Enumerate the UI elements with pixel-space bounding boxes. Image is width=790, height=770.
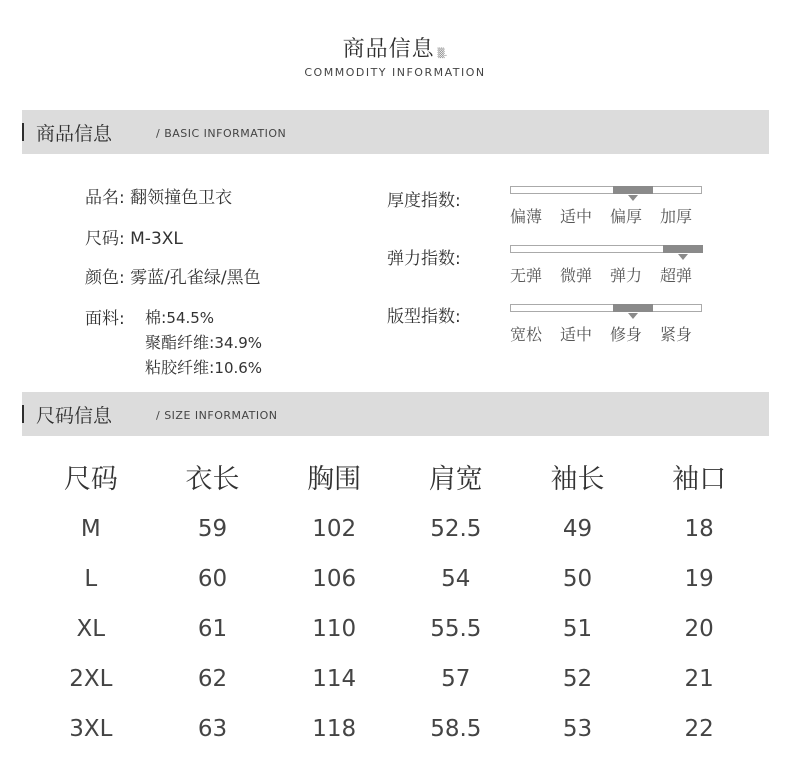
color-key: 颜色: xyxy=(85,268,125,288)
column-header: 肩宽 xyxy=(428,463,483,495)
table-cell: 54 xyxy=(441,566,471,592)
column-header: 袖长 xyxy=(550,463,605,495)
product-name-row xyxy=(85,183,232,208)
table-cell: 59 xyxy=(197,516,228,542)
scale-option: 适中 xyxy=(560,207,593,226)
section-bar xyxy=(22,405,24,423)
table-header-row xyxy=(30,448,760,504)
scale-option: 紧身 xyxy=(660,325,693,344)
table-cell: 114 xyxy=(312,666,357,692)
elasticity-index-label: 弹力指数: xyxy=(387,249,461,269)
table-cell: 106 xyxy=(312,566,357,592)
table-row xyxy=(30,654,760,704)
table-cell: 60 xyxy=(197,566,228,592)
table-cell: 63 xyxy=(197,716,228,742)
table-cell: 62 xyxy=(197,666,228,692)
page-title: 商品信息 ▒. xyxy=(342,37,448,62)
basic-info-title: 商品信息 xyxy=(36,123,113,145)
scale-fill xyxy=(613,186,653,194)
table-cell: M xyxy=(80,516,101,542)
table-cell: 61 xyxy=(197,616,228,642)
table-cell: 22 xyxy=(684,716,714,742)
scale-option: 宽松 xyxy=(510,325,543,344)
scale-option: 修身 xyxy=(610,325,643,344)
column-header: 尺码 xyxy=(63,463,118,495)
thickness-scale xyxy=(510,186,702,194)
fabric-line: 粘胶纤维:10.6% xyxy=(145,358,263,377)
table-row xyxy=(30,554,760,604)
table-cell: 58.5 xyxy=(430,716,482,742)
scale-option: 微弹 xyxy=(560,266,593,285)
table-cell: 53 xyxy=(562,716,593,742)
dots-icon: ▒. xyxy=(437,49,448,59)
fabric-key: 面料: xyxy=(85,309,125,329)
table-cell: 2XL xyxy=(69,666,113,692)
fit-scale xyxy=(510,304,702,312)
size-range-value: M-3XL xyxy=(130,229,183,249)
scale-option: 偏薄 xyxy=(510,207,543,226)
table-row xyxy=(30,604,760,654)
basic-info-header xyxy=(22,110,769,154)
table-cell: 52 xyxy=(562,666,593,692)
table-cell: XL xyxy=(76,616,106,642)
scale-pointer xyxy=(628,195,638,201)
product-name-value: 翻领撞色卫衣 xyxy=(130,188,233,208)
table-cell: 49 xyxy=(562,516,593,542)
thickness-options xyxy=(510,204,710,227)
table-cell: 18 xyxy=(684,516,714,542)
basic-info-en: / BASIC INFORMATION xyxy=(156,127,287,140)
table-cell: 51 xyxy=(562,616,593,642)
scale-option: 偏厚 xyxy=(610,207,643,226)
fabric-line: 聚酯纤维:34.9% xyxy=(145,333,263,352)
scale-option: 无弹 xyxy=(510,266,543,285)
table-cell: L xyxy=(84,566,98,592)
size-range-row xyxy=(85,224,183,249)
page-subtitle: COMMODITY INFORMATION xyxy=(304,66,486,79)
color-row xyxy=(85,263,261,288)
scale-fill xyxy=(663,245,703,253)
table-row xyxy=(30,504,760,554)
elasticity-scale xyxy=(510,245,702,253)
column-header: 衣长 xyxy=(185,463,240,495)
column-header: 袖口 xyxy=(672,463,727,495)
size-info-en: / SIZE INFORMATION xyxy=(156,409,278,422)
table-cell: 52.5 xyxy=(430,516,482,542)
scale-fill xyxy=(613,304,653,312)
thickness-index-label: 厚度指数: xyxy=(387,191,461,211)
table-cell: 3XL xyxy=(69,716,113,742)
product-name-key: 品名: xyxy=(85,188,125,208)
table-cell: 102 xyxy=(312,516,357,542)
size-info-header xyxy=(22,392,769,436)
scale-option: 超弹 xyxy=(660,266,693,285)
section-bar xyxy=(22,123,24,141)
table-cell: 50 xyxy=(562,566,593,592)
column-header: 胸围 xyxy=(307,463,362,495)
size-range-key: 尺码: xyxy=(85,229,125,249)
table-cell: 19 xyxy=(684,566,714,592)
scale-option: 适中 xyxy=(560,325,593,344)
table-row xyxy=(30,704,760,754)
scale-option: 加厚 xyxy=(660,207,693,226)
color-value: 雾蓝/孔雀绿/黑色 xyxy=(130,268,261,288)
scale-option: 弹力 xyxy=(610,266,643,285)
fabric-line: 棉:54.5% xyxy=(145,308,215,327)
scale-pointer xyxy=(628,313,638,319)
table-cell: 55.5 xyxy=(430,616,482,642)
table-cell: 110 xyxy=(312,616,357,642)
table-cell: 57 xyxy=(441,666,471,692)
elasticity-options xyxy=(510,263,710,286)
table-cell: 21 xyxy=(684,666,714,692)
fit-options xyxy=(510,322,710,345)
table-cell: 20 xyxy=(684,616,714,642)
table-cell: 118 xyxy=(312,716,357,742)
size-info-title: 尺码信息 xyxy=(36,405,113,427)
size-table xyxy=(30,448,760,754)
scale-pointer xyxy=(678,254,688,260)
fit-index-label: 版型指数: xyxy=(387,307,461,327)
